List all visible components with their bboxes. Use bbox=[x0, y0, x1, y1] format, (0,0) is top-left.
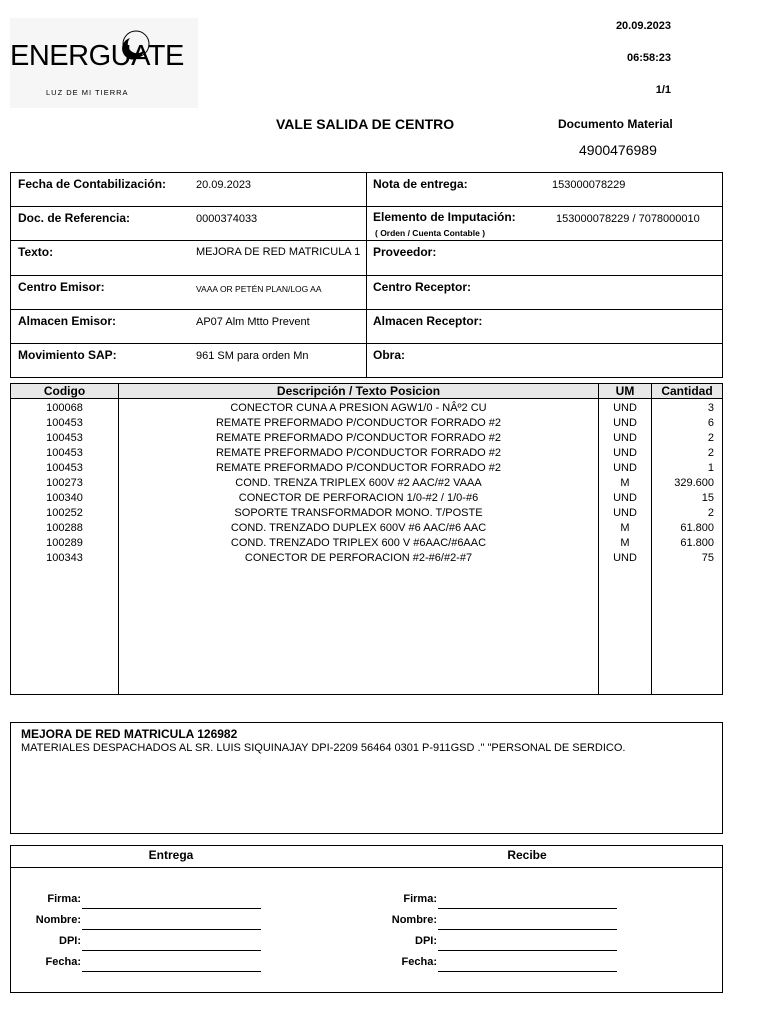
entrega-firma-line[interactable] bbox=[82, 908, 261, 909]
cell-cantidad: 2 bbox=[707, 507, 714, 519]
imputacion-label: Elemento de Imputación: bbox=[373, 210, 516, 224]
cell-cantidad: 6 bbox=[707, 417, 714, 429]
cell-descripcion: CONECTOR DE PERFORACION #2-#6/#2-#7 bbox=[244, 552, 473, 564]
cell-codigo: 100453 bbox=[46, 447, 83, 459]
cell-um: UND bbox=[613, 462, 637, 474]
table-row bbox=[11, 401, 722, 416]
print-date: 20.09.2023 bbox=[615, 20, 671, 32]
cell-cantidad: 2 bbox=[707, 447, 714, 459]
cell-codigo: 100289 bbox=[46, 537, 83, 549]
info-row-texto bbox=[11, 241, 722, 276]
cell-descripcion: CONECTOR CUNA A PRESION AGW1/0 - NÂº2 CU bbox=[230, 402, 487, 414]
col-header-um: UM bbox=[615, 384, 635, 398]
cell-codigo: 100343 bbox=[46, 552, 83, 564]
table-row bbox=[11, 416, 722, 431]
info-row-movimiento bbox=[11, 344, 722, 377]
centro-receptor-label: Centro Receptor: bbox=[373, 280, 472, 294]
fecha-value: 20.09.2023 bbox=[196, 179, 252, 191]
document-label: Documento Material bbox=[558, 117, 673, 131]
cell-codigo: 100068 bbox=[46, 402, 83, 414]
entrega-nombre-label: Nombre: bbox=[35, 914, 81, 926]
recibe-fecha-label: Fecha: bbox=[401, 956, 437, 968]
almacen-emisor-value: AP07 Alm Mtto Prevent bbox=[196, 316, 310, 328]
comments-body: MATERIALES DESPACHADOS AL SR. LUIS SIQUINAJAY DPI-2209 56464 0301 P-911GSD ." "PERSONAL DE SERDICO. bbox=[21, 742, 626, 754]
table-row bbox=[11, 476, 722, 491]
cell-descripcion: COND. TRENZADO DUPLEX 600V #6 AAC/#6 AAC bbox=[230, 522, 487, 534]
table-row bbox=[11, 461, 722, 476]
recibe-firma-line[interactable] bbox=[438, 908, 617, 909]
cell-codigo: 100273 bbox=[46, 477, 83, 489]
logo-tagline: LUZ DE MI TIERRA bbox=[46, 88, 129, 97]
nota-value: 153000078229 bbox=[552, 179, 626, 191]
cell-cantidad: 15 bbox=[701, 492, 714, 504]
cell-codigo: 100453 bbox=[46, 462, 83, 474]
table-row bbox=[11, 431, 722, 446]
imputacion-value: 153000078229 / 7078000010 bbox=[556, 213, 700, 225]
info-row-centro bbox=[11, 276, 722, 310]
cell-descripcion: REMATE PREFORMADO P/CONDUCTOR FORRADO #2 bbox=[215, 447, 501, 459]
page-number: 1/1 bbox=[655, 84, 671, 96]
cell-codigo: 100453 bbox=[46, 417, 83, 429]
cell-cantidad: 2 bbox=[707, 432, 714, 444]
almacen-receptor-label: Almacen Receptor: bbox=[373, 314, 483, 328]
signature-box bbox=[10, 845, 723, 993]
cell-descripcion: REMATE PREFORMADO P/CONDUCTOR FORRADO #2 bbox=[215, 417, 501, 429]
centro-emisor-label: Centro Emisor: bbox=[18, 280, 105, 294]
recibe-dpi-label: DPI: bbox=[415, 935, 437, 947]
cell-descripcion: COND. TRENZA TRIPLEX 600V #2 AAC/#2 VAAA bbox=[235, 477, 482, 489]
cell-um: UND bbox=[613, 507, 637, 519]
info-row-almacen bbox=[11, 310, 722, 344]
col-header-descripcion: Descripción / Texto Posicion bbox=[276, 384, 441, 398]
table-row bbox=[11, 491, 722, 506]
cell-descripcion: SOPORTE TRANSFORMADOR MONO. T/POSTE bbox=[234, 507, 483, 519]
info-row-docref bbox=[11, 207, 722, 241]
table-row bbox=[11, 551, 722, 566]
texto-value: MEJORA DE RED MATRICULA 1 bbox=[196, 246, 361, 258]
print-time: 06:58:23 bbox=[626, 52, 671, 64]
col-header-codigo: Codigo bbox=[43, 384, 86, 398]
cell-codigo: 100288 bbox=[46, 522, 83, 534]
document-title: VALE SALIDA DE CENTRO bbox=[276, 116, 455, 132]
items-table bbox=[10, 383, 723, 695]
recibe-dpi-line[interactable] bbox=[438, 950, 617, 951]
entrega-nombre-line[interactable] bbox=[82, 929, 261, 930]
nota-label: Nota de entrega: bbox=[373, 177, 468, 191]
docref-label: Doc. de Referencia: bbox=[18, 211, 131, 225]
entrega-firma-label: Firma: bbox=[47, 893, 81, 905]
entrega-heading: Entrega bbox=[148, 848, 194, 862]
cell-um: UND bbox=[613, 432, 637, 444]
cell-descripcion: COND. TRENZADO TRIPLEX 600 V #6AAC/#6AAC bbox=[230, 537, 487, 549]
cell-codigo: 100252 bbox=[46, 507, 83, 519]
comments-title: MEJORA DE RED MATRICULA 126982 bbox=[21, 727, 238, 741]
almacen-emisor-label: Almacen Emisor: bbox=[18, 314, 117, 328]
movimiento-label: Movimiento SAP: bbox=[18, 348, 117, 362]
cell-cantidad: 1 bbox=[707, 462, 714, 474]
cell-cantidad: 329.600 bbox=[674, 477, 714, 489]
recibe-heading: Recibe bbox=[507, 848, 547, 862]
cell-um: UND bbox=[613, 552, 637, 564]
cell-codigo: 100453 bbox=[46, 432, 83, 444]
info-grid bbox=[10, 172, 723, 378]
table-row bbox=[11, 446, 722, 461]
obra-label: Obra: bbox=[373, 348, 406, 362]
recibe-fecha-line[interactable] bbox=[438, 971, 617, 972]
recibe-firma-label: Firma: bbox=[403, 893, 437, 905]
signature-header bbox=[11, 846, 722, 868]
cell-descripcion: REMATE PREFORMADO P/CONDUCTOR FORRADO #2 bbox=[215, 462, 501, 474]
cell-cantidad: 3 bbox=[707, 402, 714, 414]
cell-um: UND bbox=[613, 447, 637, 459]
recibe-nombre-label: Nombre: bbox=[391, 914, 437, 926]
docref-value: 0000374033 bbox=[196, 213, 258, 225]
entrega-dpi-line[interactable] bbox=[82, 950, 261, 951]
col-header-cantidad: Cantidad bbox=[661, 384, 713, 398]
cell-descripcion: CONECTOR DE PERFORACION 1/0-#2 / 1/0-#6 bbox=[238, 492, 479, 504]
fecha-label: Fecha de Contabilización: bbox=[18, 177, 167, 191]
entrega-dpi-label: DPI: bbox=[59, 935, 81, 947]
entrega-fecha-line[interactable] bbox=[82, 971, 261, 972]
cell-cantidad: 75 bbox=[701, 552, 714, 564]
cell-um: M bbox=[620, 477, 630, 489]
recibe-nombre-line[interactable] bbox=[438, 929, 617, 930]
table-row bbox=[11, 521, 722, 536]
cell-codigo: 100340 bbox=[46, 492, 83, 504]
cell-um: M bbox=[620, 522, 630, 534]
entrega-fecha-label: Fecha: bbox=[45, 956, 81, 968]
cell-um: UND bbox=[613, 402, 637, 414]
comments-box bbox=[10, 722, 723, 834]
table-row bbox=[11, 506, 722, 521]
info-row-fecha bbox=[11, 173, 722, 207]
imputacion-sublabel: ( Orden / Cuenta Contable ) bbox=[375, 228, 486, 238]
proveedor-label: Proveedor: bbox=[373, 245, 437, 259]
cell-cantidad: 61.800 bbox=[680, 522, 714, 534]
cell-descripcion: REMATE PREFORMADO P/CONDUCTOR FORRADO #2 bbox=[215, 432, 501, 444]
movimiento-value: 961 SM para orden Mn bbox=[196, 350, 309, 362]
centro-emisor-value: VAAA OR PETÉN PLAN/LOG AA bbox=[196, 284, 322, 294]
cell-um: UND bbox=[613, 492, 637, 504]
cell-um: UND bbox=[613, 417, 637, 429]
cell-um: M bbox=[620, 537, 630, 549]
document-number: 4900476989 bbox=[579, 142, 657, 158]
cell-cantidad: 61.800 bbox=[680, 537, 714, 549]
texto-label: Texto: bbox=[18, 245, 54, 259]
logo-wordmark: ENERGUATE bbox=[10, 40, 184, 72]
table-row bbox=[11, 536, 722, 551]
